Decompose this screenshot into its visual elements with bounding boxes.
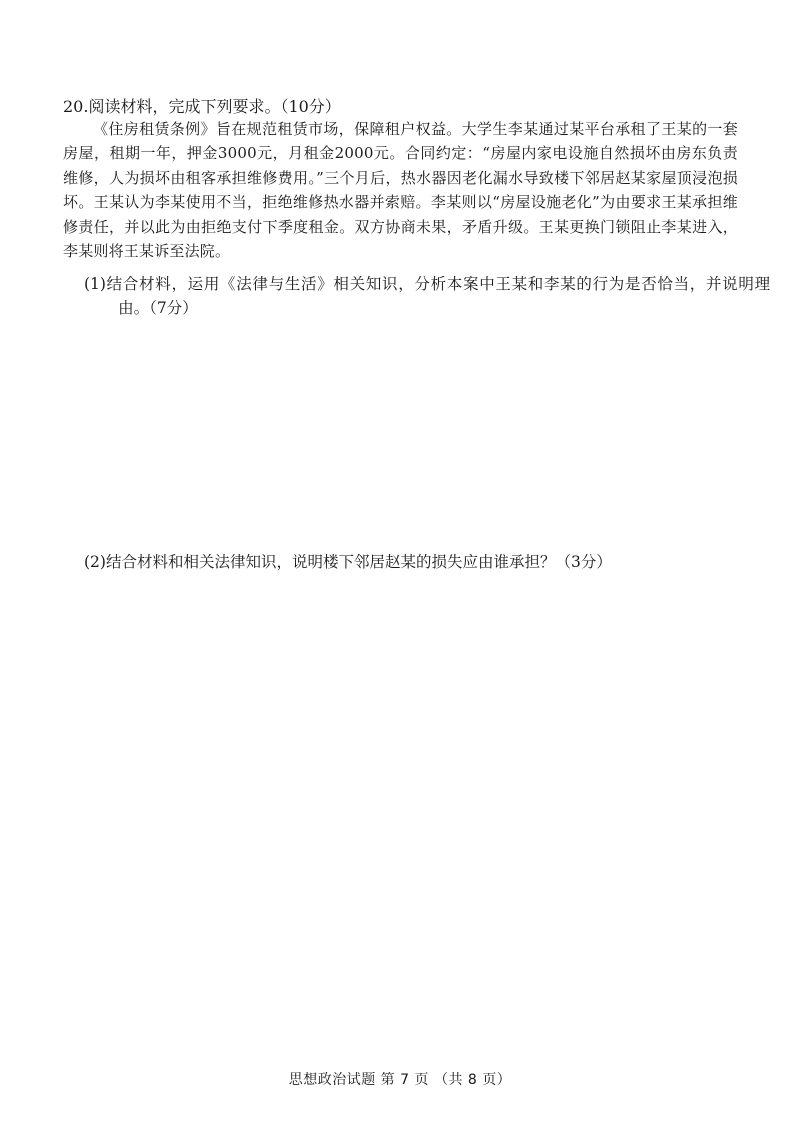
sub-question-2: (2)结合材料和相关法律知识，说明楼下邻居赵某的损失应由谁承担？（3分） xyxy=(84,553,612,571)
question-heading: 20.阅读材料，完成下列要求。（10分） xyxy=(63,97,341,116)
reading-passage: 《住房租赁条例》旨在规范租赁市场，保障租户权益。大学生李某通过某平台承租了王某的一套房屋，租期一年，押金3000元，月租金2000元。合同约定：“房屋内家电设施自然损坏由房东负责维修，人为损坏由租客承担维修费用。”三个月后，热水器因老化漏水导致楼下邻居赵某家屋顶浸泡损坏。王某认为李某使用不当，拒绝维修热水器并索赔。李某则以“房屋设施老化”为由要求王某承担维修责任，并以此为由拒绝支付下季度租金。双方协商未果，矛盾升级。王某更换门锁阻止李某进入，李某则将王某诉至法院。 xyxy=(63,120,738,261)
page-footer: 思想政治试题 第 7 页 （共 8 页） xyxy=(288,1072,512,1088)
answer-space-2 xyxy=(84,580,736,1050)
answer-space-1 xyxy=(84,330,736,540)
sub-question-1: (1)结合材料，运用《法律与生活》相关知识，分析本案中王某和李某的行为是否恰当，并说明理由。（7分） xyxy=(84,275,771,317)
